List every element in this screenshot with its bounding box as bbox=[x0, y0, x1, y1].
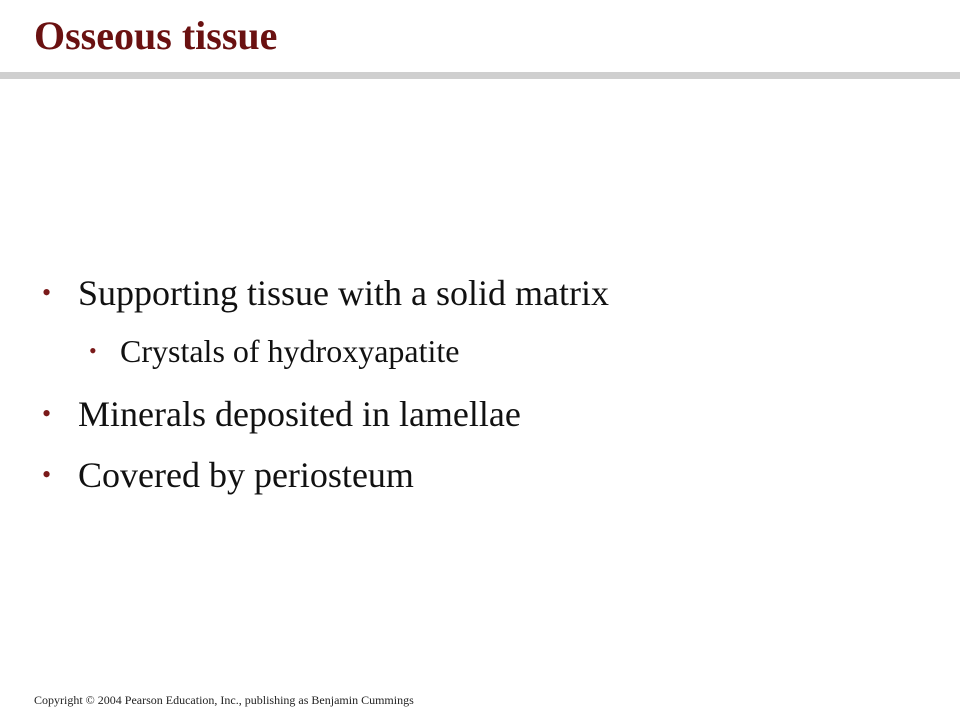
bullet-dot-icon: • bbox=[42, 460, 52, 489]
bullet-item bbox=[0, 448, 960, 502]
bullet-dot-icon: • bbox=[89, 338, 97, 363]
copyright-footer: Copyright © 2004 Pearson Education, Inc., publishing as Benjamin Cummings bbox=[34, 693, 414, 707]
bullet-text: Crystals of hydroxyapatite bbox=[120, 333, 460, 369]
bullet-text: Minerals deposited in lamellae bbox=[78, 394, 521, 434]
bullet-text: Covered by periosteum bbox=[78, 455, 414, 495]
slide-title: Osseous tissue bbox=[34, 13, 278, 58]
bullet-dot-icon: • bbox=[42, 399, 52, 428]
bullet-item bbox=[0, 266, 960, 320]
bullet-item bbox=[0, 387, 960, 441]
bullet-list bbox=[0, 266, 960, 509]
sub-bullet-item bbox=[0, 327, 960, 375]
bullet-dot-icon: • bbox=[42, 278, 52, 307]
bullet-text: Supporting tissue with a solid matrix bbox=[78, 273, 609, 313]
title-divider bbox=[0, 72, 960, 79]
